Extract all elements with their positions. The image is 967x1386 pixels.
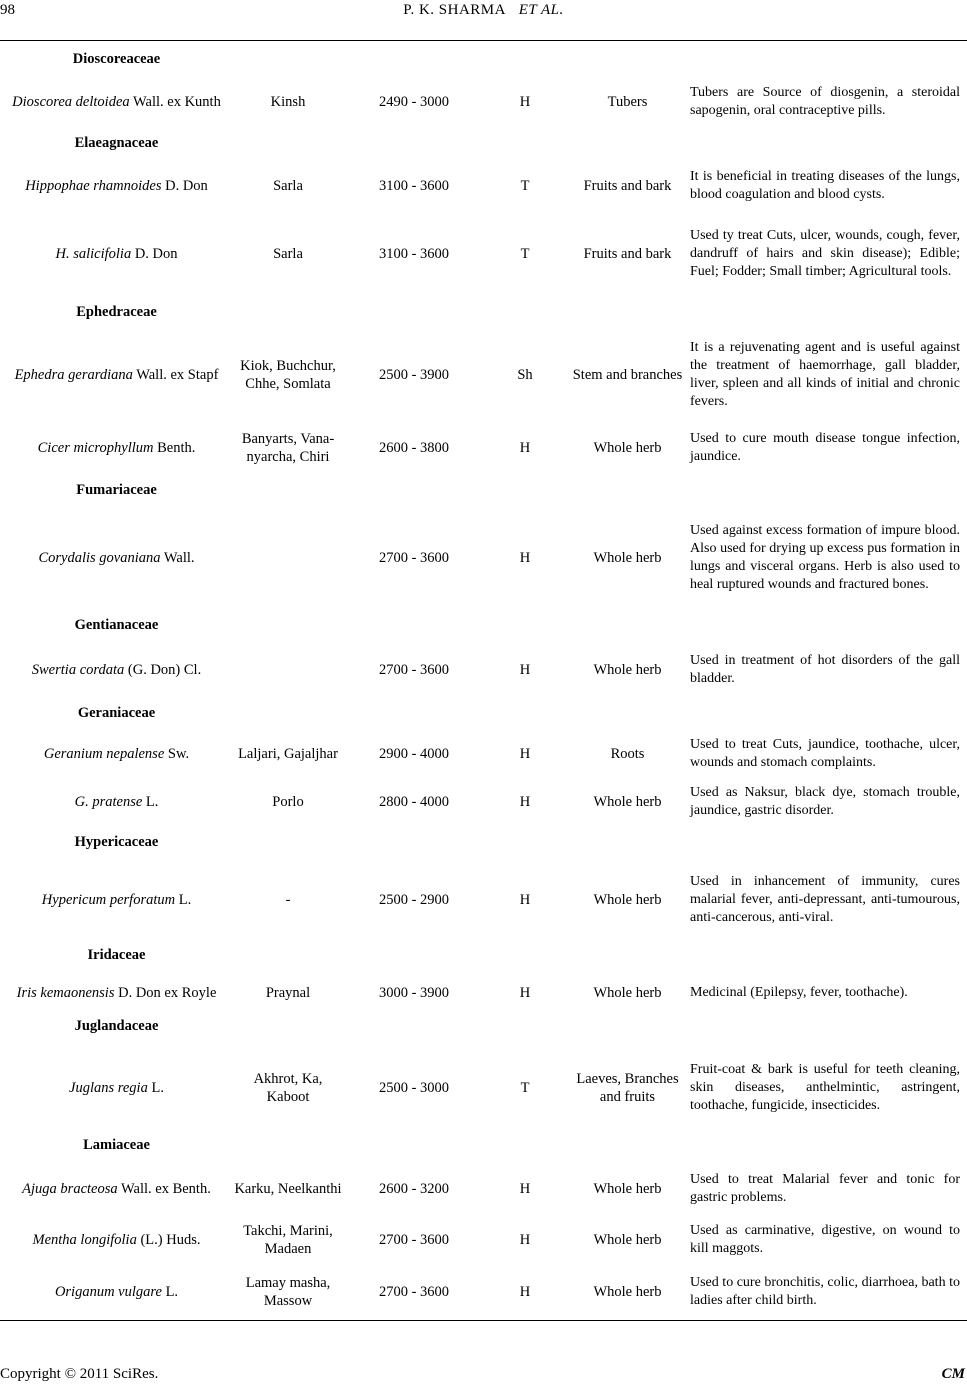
species-name: Geranium nepalense	[43, 746, 165, 762]
family-heading: Iridaceae	[87, 947, 146, 963]
species-cell	[0, 862, 233, 938]
local-name-cell: Takchi, Marini, Madaen	[243, 1223, 333, 1257]
family-heading: Fumariaceae	[76, 482, 157, 498]
species-author: Wall. ex Kunth	[129, 94, 221, 110]
part-used-cell: Whole herb	[593, 892, 662, 908]
species-name: Hypericum perforatum	[41, 892, 176, 908]
habit-cell: H	[519, 1232, 531, 1248]
family-heading: Lamiaceae	[83, 1137, 150, 1153]
local-name-cell: Kinsh	[270, 94, 306, 110]
species-author: L.	[175, 892, 192, 908]
habit-cell: T	[520, 178, 530, 194]
species-name: G. pratense	[74, 794, 143, 810]
uses-cell: Used as Naksur, black dye, stomach trouble, jaundice, gastric disorder.	[690, 785, 960, 818]
uses-cell: It is a rejuvenating agent and is useful against the treatment of haemorrhage, gall bladder, liver, spleen and all kinds of initial and chronic fevers.	[690, 340, 960, 409]
page-number: 98	[0, 2, 15, 18]
species-name: Swertia cordata	[31, 662, 125, 678]
habit-cell: H	[519, 1181, 531, 1197]
family-heading: Gentianaceae	[74, 617, 159, 633]
altitude-cell: 2800 - 4000	[378, 794, 450, 810]
table-row	[0, 1052, 967, 1124]
species-author: (L.) Huds.	[136, 1232, 201, 1248]
species-cell	[0, 78, 233, 126]
uses-cell: Used ty treat Cuts, ulcer, wounds, cough, fever, dandruff of hairs and skin disease); Edible; Fuel; Fodder; Small timber; Agricultural tools.	[690, 228, 960, 279]
uses-cell: Used as carminative, digestive, on wound to kill maggots.	[690, 1223, 960, 1256]
species-cell	[0, 330, 233, 420]
uses-cell: Used to cure bronchitis, colic, diarrhoea, bath to ladies after child birth.	[690, 1275, 960, 1308]
part-used-cell: Stem and branches	[572, 367, 683, 383]
altitude-cell: 2900 - 4000	[378, 746, 450, 762]
table-row	[0, 78, 967, 126]
table-row	[0, 972, 967, 1014]
altitude-cell: 3000 - 3900	[378, 985, 450, 1001]
local-name-cell: Karku, Neelkanthi	[234, 1181, 342, 1197]
part-used-cell: Whole herb	[593, 1181, 662, 1197]
local-name-cell: Lamay masha, Massow	[245, 1275, 331, 1309]
species-author: D. Don	[161, 178, 208, 194]
local-name-cell: Kiok, Buchchur, Chhe, Somlata	[240, 358, 336, 392]
altitude-cell: 2490 - 3000	[378, 94, 450, 110]
family-heading: Elaeagnaceae	[74, 135, 159, 151]
altitude-cell: 2500 - 3000	[378, 1080, 450, 1096]
habit-cell: H	[519, 746, 531, 762]
species-cell	[0, 1214, 233, 1266]
species-name: Origanum vulgare	[54, 1284, 162, 1300]
habit-cell: H	[519, 985, 531, 1001]
altitude-cell: 3100 - 3600	[378, 246, 450, 262]
species-name: Juglans regia	[69, 1080, 148, 1096]
species-cell	[0, 972, 233, 1014]
uses-cell: Used in treatment of hot disorders of the gall bladder.	[690, 653, 960, 686]
habit-cell: H	[519, 94, 531, 110]
species-cell	[0, 1052, 233, 1124]
part-used-cell: Whole herb	[593, 440, 662, 456]
running-head-et-al: ET AL.	[518, 2, 564, 18]
altitude-cell: 3100 - 3600	[378, 178, 450, 194]
uses-cell: Used to treat Malarial fever and tonic for gastric problems.	[690, 1172, 960, 1205]
table-row	[0, 1214, 967, 1266]
species-author: L.	[142, 794, 159, 810]
species-cell	[0, 420, 233, 476]
table-row	[0, 162, 967, 210]
species-cell	[0, 1164, 233, 1214]
local-name-cell: Akhrot, Ka, Kaboot	[253, 1071, 323, 1105]
uses-cell: Used in inhancement of immunity, cures malarial fever, anti-depressant, anti-tumourous, anti-cancerous, anti-viral.	[690, 874, 960, 925]
family-heading: Juglandaceae	[74, 1018, 159, 1034]
part-used-cell: Whole herb	[593, 550, 662, 566]
uses-cell: Medicinal (Epilepsy, fever, toothache).	[690, 985, 908, 1000]
uses-cell: Used to cure mouth disease tongue infection, jaundice.	[690, 431, 960, 464]
habit-cell: H	[519, 1284, 531, 1300]
part-used-cell: Whole herb	[593, 1284, 662, 1300]
uses-cell: Tubers are Source of diosgenin, a steroidal sapogenin, oral contraceptive pills.	[690, 85, 960, 118]
species-cell	[0, 1266, 233, 1318]
running-head-author: P. K. SHARMA	[403, 2, 506, 18]
habit-cell: H	[519, 662, 531, 678]
species-name: Ajuga bracteosa	[22, 1181, 118, 1197]
species-author: Wall. ex Benth.	[117, 1181, 211, 1197]
running-head	[0, 2, 967, 19]
species-cell	[0, 730, 233, 778]
family-heading: Hypericaceae	[74, 834, 159, 850]
altitude-cell: 2700 - 3600	[378, 550, 450, 566]
species-cell	[0, 214, 233, 294]
table-row	[0, 1164, 967, 1214]
habit-cell: H	[519, 794, 531, 810]
family-heading: Dioscoreaceae	[72, 51, 161, 67]
table-row	[0, 508, 967, 608]
habit-cell: T	[520, 1080, 530, 1096]
habit-cell: T	[520, 246, 530, 262]
species-author: D. Don ex Royle	[114, 985, 217, 1001]
species-name: H. salicifolia	[55, 246, 132, 262]
species-author: Wall. ex Stapf	[132, 367, 219, 383]
species-name: Cicer microphyllum	[37, 440, 154, 456]
habit-cell: Sh	[517, 367, 533, 383]
altitude-cell: 2600 - 3800	[378, 440, 450, 456]
species-author: Wall.	[160, 550, 195, 566]
table-row	[0, 1266, 967, 1318]
species-author: L.	[161, 1284, 179, 1300]
local-name-cell	[233, 646, 343, 694]
altitude-cell: 2500 - 3900	[378, 367, 450, 383]
local-name-cell: Sarla	[273, 246, 303, 262]
uses-cell: Fruit-coat & bark is useful for teeth cleaning, skin diseases, anthelmintic, astringent, toothache, fungicide, insecticides.	[690, 1062, 960, 1113]
species-author: (G. Don) Cl.	[124, 662, 202, 678]
part-used-cell: Fruits and bark	[583, 178, 672, 194]
table-row	[0, 730, 967, 778]
part-used-cell: Whole herb	[593, 1232, 662, 1248]
part-used-cell: Whole herb	[593, 662, 662, 678]
local-name-cell: Praynal	[265, 985, 311, 1001]
species-cell	[0, 508, 233, 608]
species-cell	[0, 646, 233, 694]
local-name-cell: Banyarts, Vana-nyarcha, Chiri	[241, 431, 335, 465]
part-used-cell: Roots	[610, 746, 645, 762]
table-row	[0, 862, 967, 938]
part-used-cell: Whole herb	[593, 794, 662, 810]
habit-cell: H	[519, 550, 531, 566]
table-row	[0, 420, 967, 476]
table-row	[0, 330, 967, 420]
table-row	[0, 778, 967, 826]
part-used-cell: Tubers	[607, 94, 648, 110]
local-name-cell: Laljari, Gajaljhar	[238, 746, 338, 762]
table-top-rule	[0, 40, 967, 41]
uses-cell: Used to treat Cuts, jaundice, toothache, ulcer, wounds and stomach complaints.	[690, 737, 960, 770]
copyright-notice: Copyright © 2011 SciRes.	[0, 1366, 159, 1382]
species-name: Corydalis govaniana	[38, 550, 161, 566]
species-author: D. Don	[131, 246, 178, 262]
part-used-cell: Whole herb	[593, 985, 662, 1001]
habit-cell: H	[519, 892, 531, 908]
journal-abbrev: CM	[941, 1366, 965, 1382]
altitude-cell: 2600 - 3200	[378, 1181, 450, 1197]
table-row	[0, 214, 967, 294]
local-name-cell: Porlo	[272, 794, 304, 810]
altitude-cell: 2700 - 3600	[378, 1232, 450, 1248]
part-used-cell: Fruits and bark	[583, 246, 672, 262]
species-author: Sw.	[164, 746, 190, 762]
species-name: Ephedra gerardiana	[14, 367, 133, 383]
species-name: Hippophae rhamnoides	[25, 178, 162, 194]
species-cell	[0, 778, 233, 826]
species-name: Iris kemaonensis	[16, 985, 115, 1001]
species-author: Benth.	[153, 440, 196, 456]
species-author: L.	[147, 1080, 164, 1096]
part-used-cell: Laeves, Branches and fruits	[576, 1071, 679, 1105]
table-row	[0, 646, 967, 694]
family-heading: Geraniaceae	[77, 705, 156, 721]
species-cell	[0, 162, 233, 210]
habit-cell: H	[519, 440, 531, 456]
altitude-cell: 2700 - 3600	[378, 662, 450, 678]
altitude-cell: 2700 - 3600	[378, 1284, 450, 1300]
species-name: Mentha longifolia	[32, 1232, 137, 1248]
local-name-cell: -	[285, 892, 291, 908]
uses-cell: Used against excess formation of impure blood. Also used for drying up excess pus formation in lungs and visceral organs. Herb is also used to heal ruptured wounds and fractured bones.	[690, 523, 960, 592]
species-name: Dioscorea deltoidea	[12, 94, 130, 110]
family-heading: Ephedraceae	[76, 304, 157, 320]
local-name-cell: Sarla	[273, 178, 303, 194]
local-name-cell	[233, 508, 343, 608]
uses-cell: It is beneficial in treating diseases of the lungs, blood coagulation and blood cysts.	[690, 169, 960, 202]
altitude-cell: 2500 - 2900	[378, 892, 450, 908]
table-bottom-rule	[0, 1320, 967, 1321]
